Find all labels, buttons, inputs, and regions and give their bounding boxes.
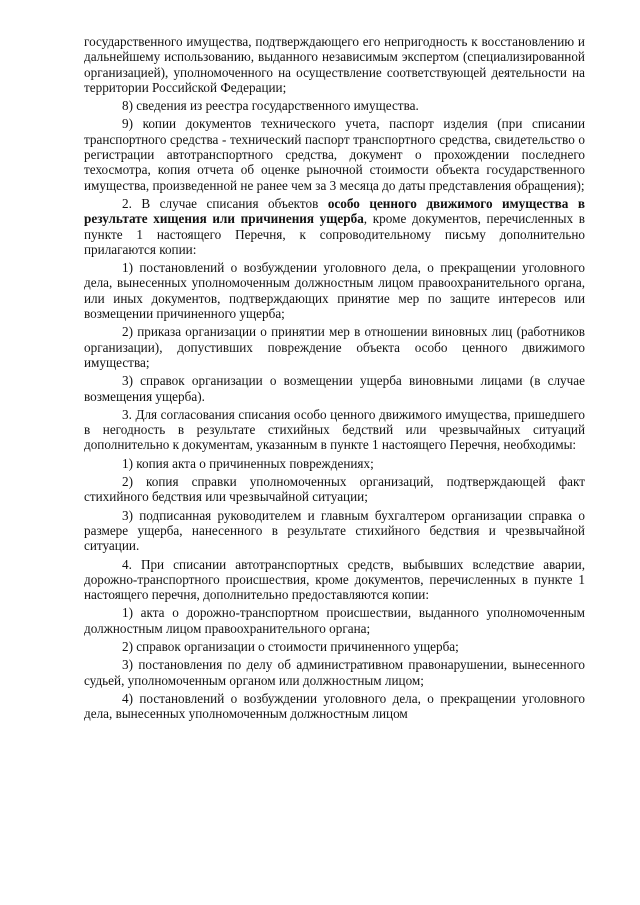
section-4-item-2: 2) справок организации о стоимости причиненного ущерба; [122, 638, 459, 654]
section-2-intro: 2. В случае списания объектов [122, 195, 328, 211]
section-2-paragraph [84, 196, 585, 257]
section-3-item-3: 3) подписанная руководителем и главным бухгалтером организации справка о размере ущерба, нанесенного в результате стихийного бедствия и чрезвычайной ситуации. [84, 507, 585, 554]
section-3-paragraph: 3. Для согласования списания особо ценного движимого имущества, пришедшего в негодность в результате стихийных бедствий или чрезвычайных ситуаций дополнительно к документам, указанным в пункте 1 настоящего Перечня, необходимы: [84, 406, 585, 453]
section-3-item-1: 1) копия акта о причиненных повреждениях; [122, 455, 374, 471]
section-4-paragraph: 4. При списании автотранспортных средств, выбывших вследствие аварии, дорожно-транспортного происшествия, кроме документов, перечисленных в пункте 1 настоящего перечня, дополнительно предоставляются копии: [84, 556, 585, 603]
list-item-8: 8) сведения из реестра государственного имущества. [122, 98, 419, 114]
paragraph-continuation: государственного имущества, подтверждающего его непригодность к восстановлению и дальнейшему использованию, выданного независимым экспертом (специализированной организацией), уполномоченного на осуществление соответствующей деятельности на территории Российской Федерации; [84, 34, 585, 95]
section-2-rest: , кроме документов, перечисленных в пункте 1 настоящего Перечня, к сопроводительному письму дополнительно прилагаются копии: [84, 211, 586, 257]
list-item-9: 9) копии документов технического учета, паспорт изделия (при списании транспортного средства - технический паспорт транспортного средства, свидетельство о регистрации автотранспортного средства, документ о прохождении последнего техосмотра, копия отчета об оценке рыночной стоимости объекта государственного имущества, произведенной не ранее чем за 3 месяца до даты представления обращения); [84, 116, 585, 193]
section-4-item-3: 3) постановления по делу об административном правонарушении, вынесенного судьей, уполномоченным органом или должностным лицом; [84, 657, 585, 688]
section-4-item-4: 4) постановлений о возбуждении уголовного дела, о прекращении уголовного дела, вынесенных уполномоченным должностным лицом [84, 690, 585, 722]
section-3-item-2: 2) копия справки уполномоченных организаций, подтверждающей факт стихийного бедствия или чрезвычайной ситуации; [84, 474, 585, 505]
section-2-item-3: 3) справок организации о возмещении ущерба виновными лицами (в случае возмещения ущерба). [84, 373, 585, 404]
section-2-bold-phrase: особо ценного движимого имущества в результате хищения или причинения ущерба [84, 195, 586, 227]
section-2-item-1: 1) постановлений о возбуждении уголовного дела, о прекращении уголовного дела, вынесенных уполномоченным должностным лицом правоохранительного органа, или иных документов, подтверждающих принятие мер по защите интересов или возмещении причиненного ущерба; [84, 260, 585, 322]
section-2-item-2: 2) приказа организации о принятии мер в отношении виновных лиц (работников организации), допустивших повреждение объекта особо ценного движимого имущества; [84, 324, 585, 370]
section-4-item-1: 1) акта о дорожно-транспортном происшествии, выданного уполномоченным должностным лицом правоохранительного органа; [84, 605, 585, 636]
